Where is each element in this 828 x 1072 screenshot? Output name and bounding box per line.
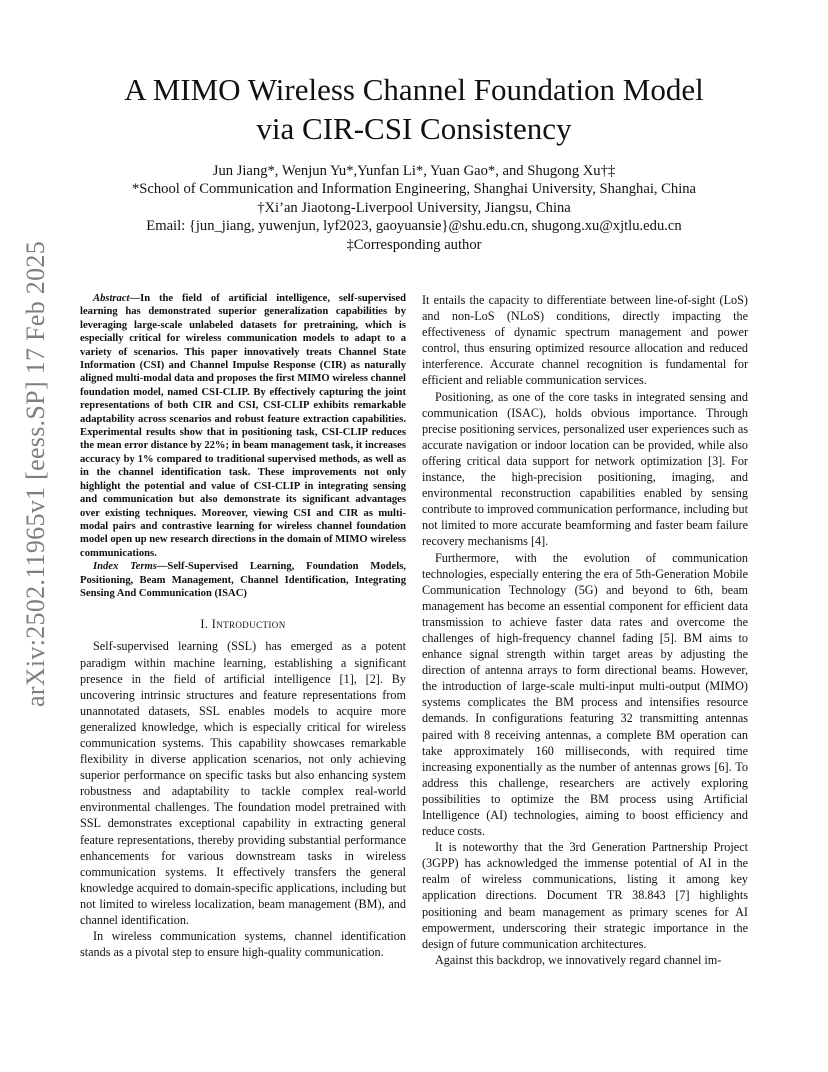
- section-heading-introduction: I. Introduction: [200, 617, 286, 632]
- right-column: [422, 292, 748, 968]
- affiliation-shanghai: *School of Communication and Information Engineering, Shanghai University, Shanghai, China: [131, 181, 697, 198]
- body-paragraph: In wireless communication systems, channel identification stands as a pivotal step to ensure high-quality communication.: [80, 929, 406, 960]
- title-line-2: via CIR-CSI Consistency: [256, 111, 572, 146]
- body-paragraph: Against this backdrop, we innovatively regard channel im-: [435, 952, 722, 967]
- body-paragraph: Furthermore, with the evolution of communication technologies, especially entering the era of 5th-Generation Mobile Communication Technology (5G) and beyond to 6th, beam management has become an essential component for efficient data transmission to achieve faster data rates and overcome the challenges of high-frequency channel fading [5]. BM aims to enhance signal strength within target areas by adjusting the direction of antenna arrays to form directional beams. However, the introduction of large-scale multi-input multi-output (MIMO) systems complicates the BM process and intensifies resource demands. In configurations featuring 32 transmitting antennas paired with 8 receiving antennas, a complete BM operation can take approximately 160 milliseconds, with required time increasing exponentially as the number of antennas grows [6]. To address this challenge, researchers are actively exploring possibilities to optimize the BM process using Artificial Intelligence (AI) technologies, aiming to boost efficiency and reduce costs.: [422, 550, 748, 839]
- author-block: [60, 162, 768, 254]
- paper-title: [60, 70, 768, 148]
- index-terms-label: Index Terms: [93, 561, 157, 573]
- left-column: [80, 292, 406, 960]
- corresponding-author-note: ‡Corresponding author: [346, 236, 482, 253]
- body-paragraph: Positioning, as one of the core tasks in integrated sensing and communication (ISAC), holds obvious importance. Through precise positioning services, personalized user experiences such as accurate navigation or indoor location can be provided, while also offering critical data support for network optimization [3]. For instance, the high-precision positioning, imaging, and environmental reconstruction capabilities enabled by sensing contribute to improved communication performance, including but not limited to more accurate beamforming and faster beam failure recovery mechanisms [4].: [422, 389, 748, 549]
- body-paragraph: Self-supervised learning (SSL) has emerged as a potent paradigm within machine learning, establishing a significant presence in the field of artificial intelligence [1], [2]. By uncovering intrinsic structures and feature representations from unannotated datasets, SSL enables models to acquire more generalized knowledge, which is especially critical for wireless communication systems. This capability showcases remarkable flexibility in diverse application scenarios, not only achieving superior performance on specific tasks but also enhancing system robustness and adaptability to tackle complex real-world environmental challenges. The foundation model pretrained with SSL demonstrates exceptional capability in extracting general feature representations, thereby providing substantial performance enhancements for various downstream tasks in wireless communication systems. It effectively transfers the general knowledge acquired to domain-specific applications, including but not limited to wireless localization, beam management (BM), and channel identification.: [80, 639, 406, 928]
- body-paragraph: It entails the capacity to differentiate between line-of-sight (LoS) and non-LoS (NLoS) conditions, directly impacting the effectiveness of dynamic spectrum management and power control, thus ensuring optimized resource allocation and reduced interference. Accurate channel recognition is fundamental for efficient and reliable communication services.: [422, 293, 748, 388]
- affiliation-xjtlu: †Xi’an Jiaotong-Liverpool University, Jiangsu, China: [257, 199, 571, 216]
- index-terms: [80, 560, 406, 600]
- body-paragraph: It is noteworthy that the 3rd Generation Partnership Project (3GPP) has acknowledged the immense potential of AI in the realm of wireless communications, listing it among key application directions. Document TR 38.843 [7] highlights positioning and beam management as primary scenes for AI empowerment, underscoring their strategic importance in the design of future communication architectures.: [422, 840, 748, 951]
- index-terms-text: —Self-Supervised Learning, Foundation Models, Positioning, Beam Management, Channel Identification, Integrating Sensing And Communication (ISAC): [80, 561, 406, 599]
- arxiv-identifier: [16, 240, 56, 708]
- title-line-1: A MIMO Wireless Channel Foundation Model: [124, 72, 704, 107]
- author-list: Jun Jiang*, Wenjun Yu*,Yunfan Li*, Yuan Gao*, and Shugong Xu†‡: [212, 163, 616, 179]
- arxiv-identifier-text: arXiv:2502.11965v1 [eess.SP] 17 Feb 2025: [21, 240, 50, 708]
- abstract-text: —In the field of artificial intelligence, self-supervised learning has demonstrated superior generalization capabilities by leveraging large-scale unlabeled datasets for pretraining, which is especially critical for wireless communication models to adapt to a variety of scenarios. This paper innovatively treats Channel State Information (CSI) and Channel Impulse Response (CIR) as naturally aligned multi-modal data and proposes the first MIMO wireless channel foundation model, named CSI-CLIP. By effectively capturing the joint representations of both CIR and CSI, CSI-CLIP exhibits remarkable adaptability across scenarios and robust feature extraction capabilities. Experimental results show that in positioning task, CSI-CLIP reduces the mean error distance by 22%; in beam management task, it increases accuracy by 1% compared to traditional supervised methods, as well as in the channel identification task. These improvements not only highlight the potential and value of CSI-CLIP in integrating sensing and communication but also demonstrate its significant advantages over existing techniques. Moreover, viewing CSI and CIR as multi-modal pairs and contrastive learning for wireless channel foundation model open up new research directions in the domain of MIMO wireless communications.: [80, 293, 406, 559]
- email-line: Email: {jun_jiang, yuwenjun, lyf2023, gaoyuansie}@shu.edu.cn, shugong.xu@xjtlu.edu.cn: [146, 218, 682, 235]
- abstract: [80, 292, 406, 560]
- abstract-label: Abstract: [93, 293, 130, 304]
